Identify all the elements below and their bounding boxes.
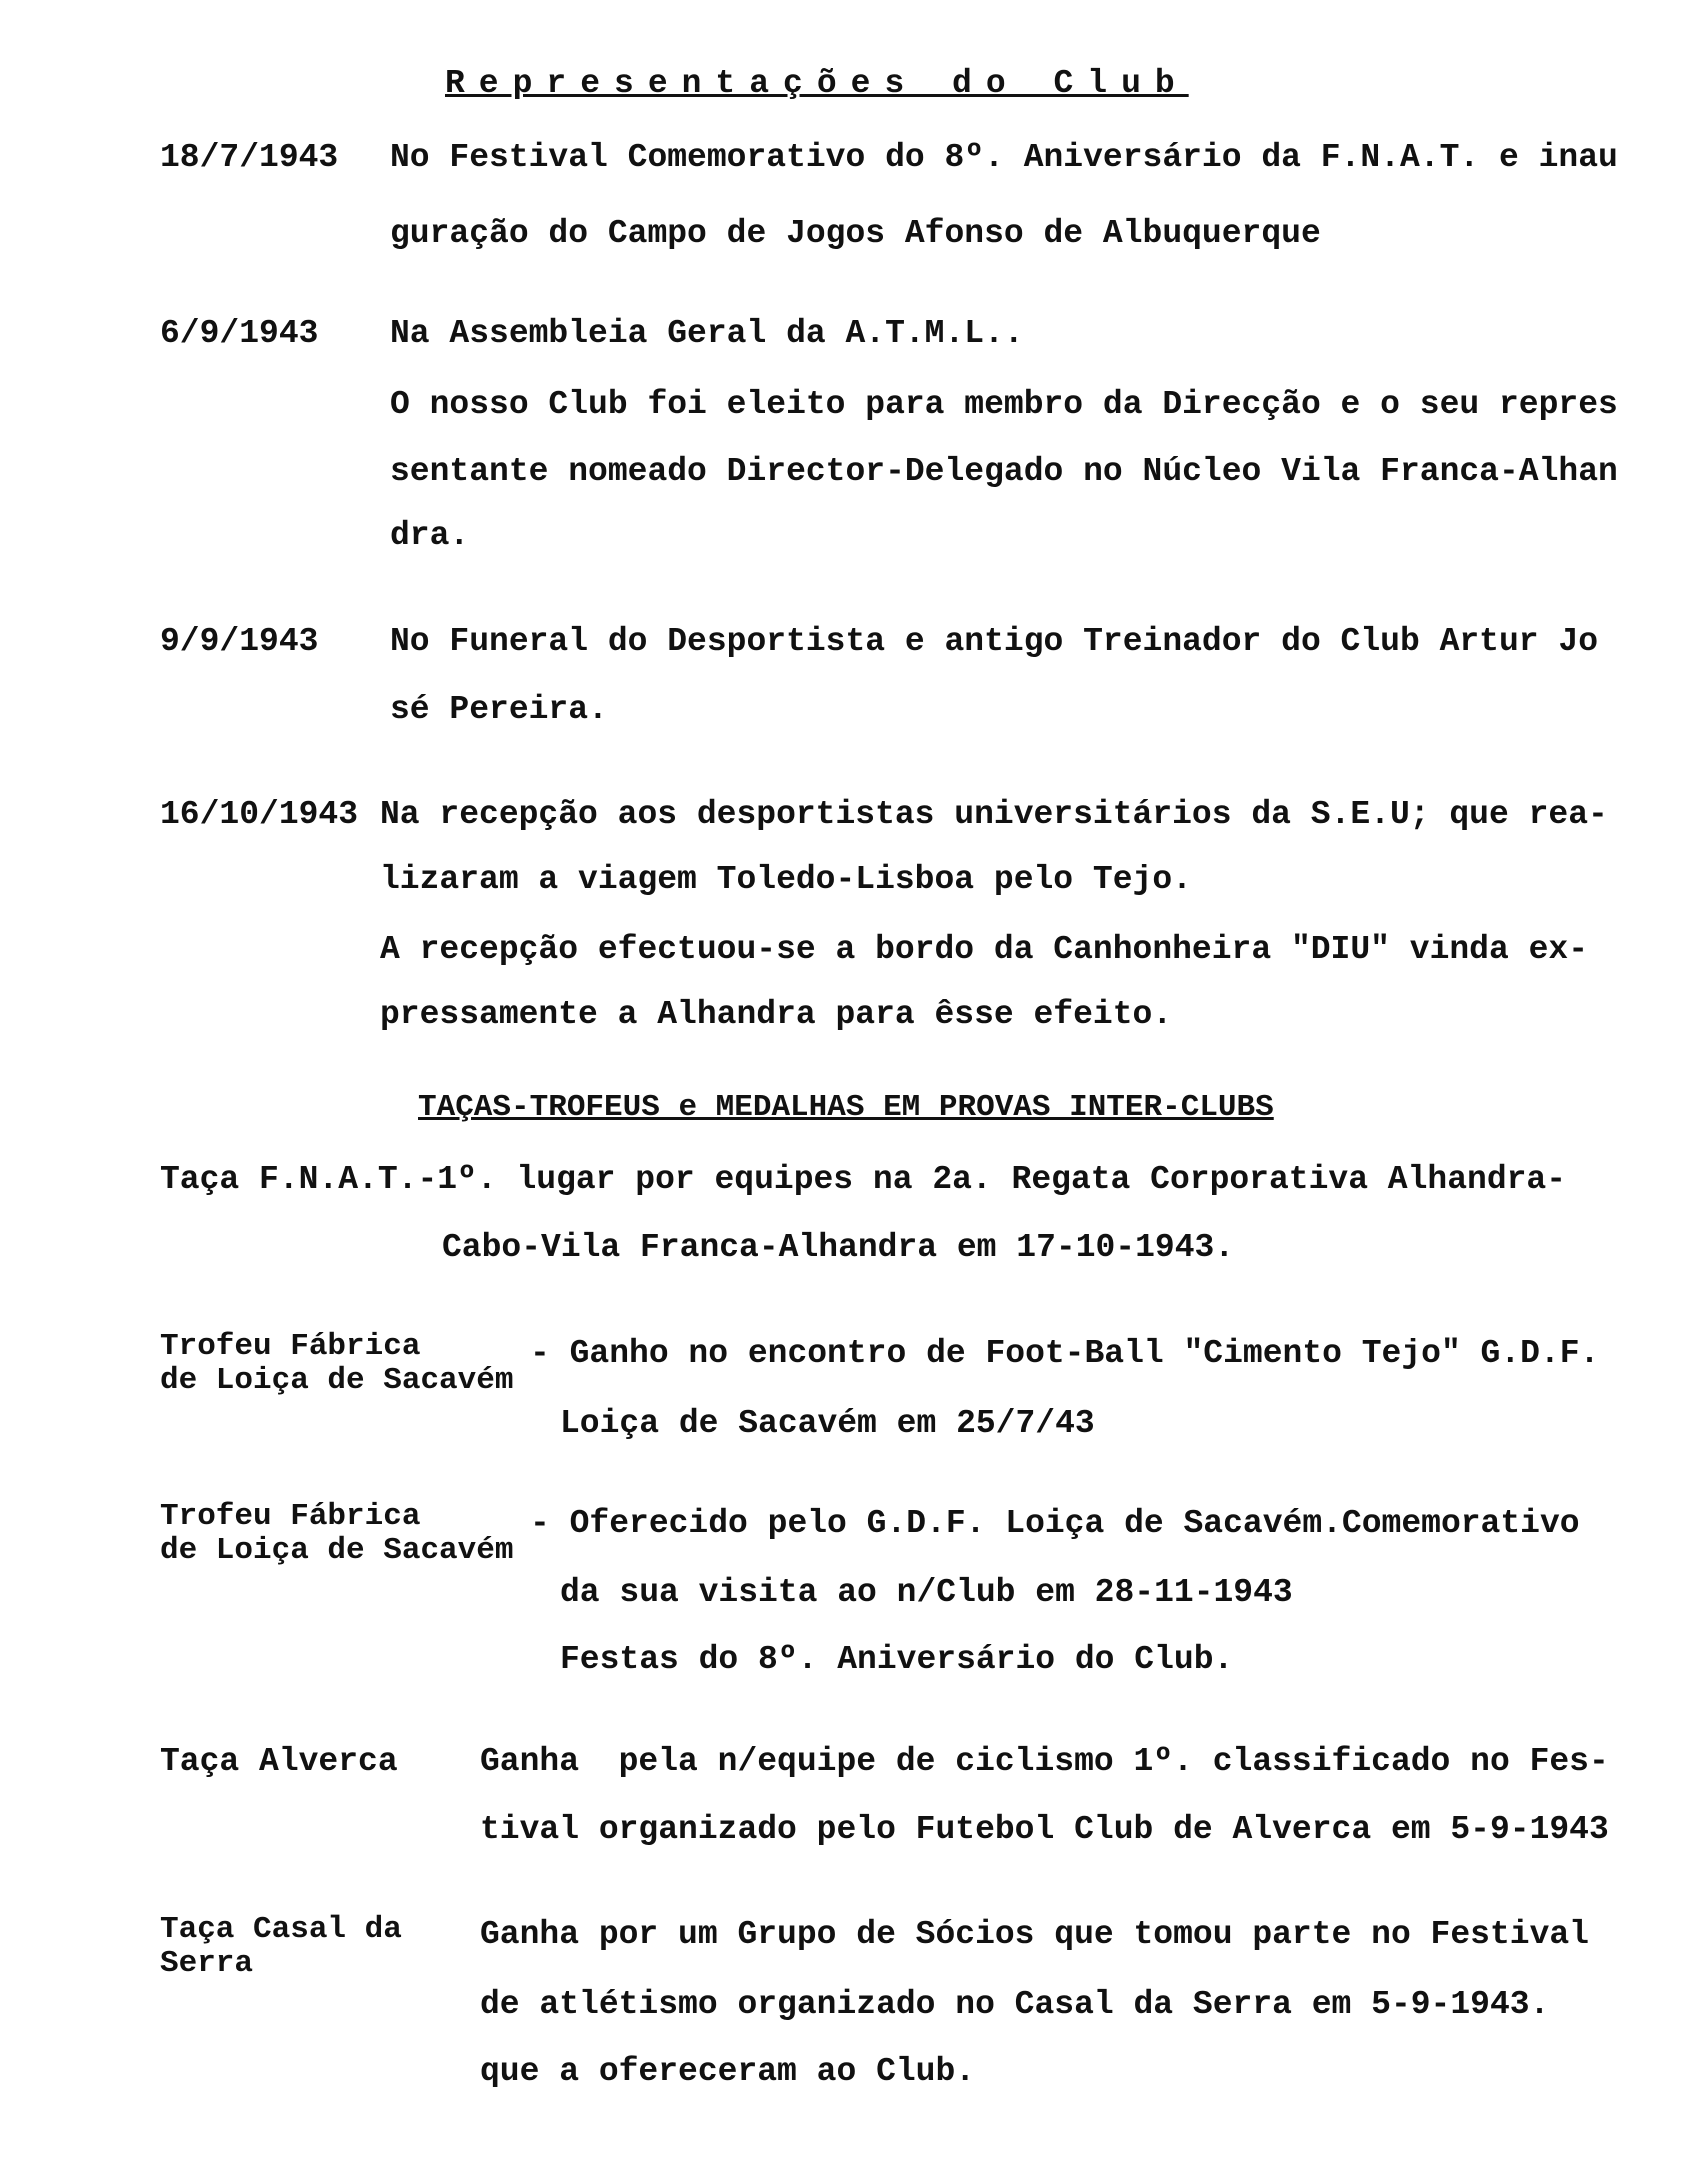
trophy-line: que a ofereceram ao Club. (480, 2053, 976, 2090)
entry-line: No Funeral do Desportista e antigo Treinador do Club Artur Jo (390, 623, 1598, 660)
entry-line: sé Pereira. (390, 691, 608, 728)
trophy-line: da sua visita ao n/Club em 28-11-1943 (560, 1574, 1293, 1611)
entry-line: O nosso Club foi eleito para membro da Direcção e o seu repres (390, 386, 1618, 423)
trophy-label: Taça Casal da (160, 1912, 402, 1947)
trophy-label: Taça Alverca (160, 1743, 398, 1780)
trophy-line: Festas do 8º. Aniversário do Club. (560, 1641, 1234, 1678)
entry-line: Na recepção aos desportistas universitários da S.E.U; que rea- (380, 796, 1608, 833)
trophy-line: de atlétismo organizado no Casal da Serra em 5-9-1943. (480, 1986, 1550, 2023)
entry-line: guração do Campo de Jogos Afonso de Albuquerque (390, 215, 1321, 252)
page-title: Representações do Club (445, 65, 1189, 102)
trophy-line: Cabo-Vila Franca-Alhandra em 17-10-1943. (442, 1229, 1235, 1266)
trophy-line: Loiça de Sacavém em 25/7/43 (560, 1405, 1095, 1442)
trophy-line: - Oferecido pelo G.D.F. Loiça de Sacavém.Comemorativo (530, 1505, 1580, 1542)
trophy-label: de Loiça de Sacavém (160, 1533, 514, 1568)
entry-line: Na Assembleia Geral da A.T.M.L.. (390, 315, 1024, 352)
entry-line: pressamente a Alhandra para êsse efeito. (380, 996, 1173, 1033)
entry-date: 18/7/1943 (160, 139, 339, 176)
entry-line: No Festival Comemorativo do 8º. Aniversário da F.N.A.T. e inau (390, 139, 1618, 176)
entry-date: 6/9/1943 (160, 315, 319, 352)
trophy-label: de Loiça de Sacavém (160, 1363, 514, 1398)
trophy-line: Ganha por um Grupo de Sócios que tomou parte no Festival (480, 1916, 1589, 1953)
trophy-line: tival organizado pelo Futebol Club de Alverca em 5-9-1943 (480, 1811, 1609, 1848)
trophy-label: Trofeu Fábrica (160, 1499, 421, 1534)
entry-line: A recepção efectuou-se a bordo da Canhonheira "DIU" vinda ex- (380, 931, 1588, 968)
entry-line: dra. (390, 517, 470, 554)
trophy-label: Serra (160, 1946, 254, 1981)
trophy-line: Ganha pela n/equipe de ciclismo 1º. classificado no Fes- (480, 1743, 1609, 1780)
trophy-line: - Ganho no encontro de Foot-Ball "Cimento Tejo" G.D.F. (530, 1335, 1600, 1372)
entry-line: lizaram a viagem Toledo-Lisboa pelo Tejo. (380, 861, 1192, 898)
entry-line: sentante nomeado Director-Delegado no Núcleo Vila Franca-Alhan (390, 453, 1618, 490)
entry-date: 16/10/1943 (160, 796, 359, 833)
entry-date: 9/9/1943 (160, 623, 319, 660)
trophy-label: Trofeu Fábrica (160, 1329, 421, 1364)
section-subtitle: TAÇAS-TROFEUS e MEDALHAS EM PROVAS INTER-CLUBS (418, 1090, 1274, 1125)
trophy-label: Taça F.N.A.T.-1º. lugar por equipes na 2a. Regata Corporativa Alhandra- (160, 1161, 1567, 1198)
